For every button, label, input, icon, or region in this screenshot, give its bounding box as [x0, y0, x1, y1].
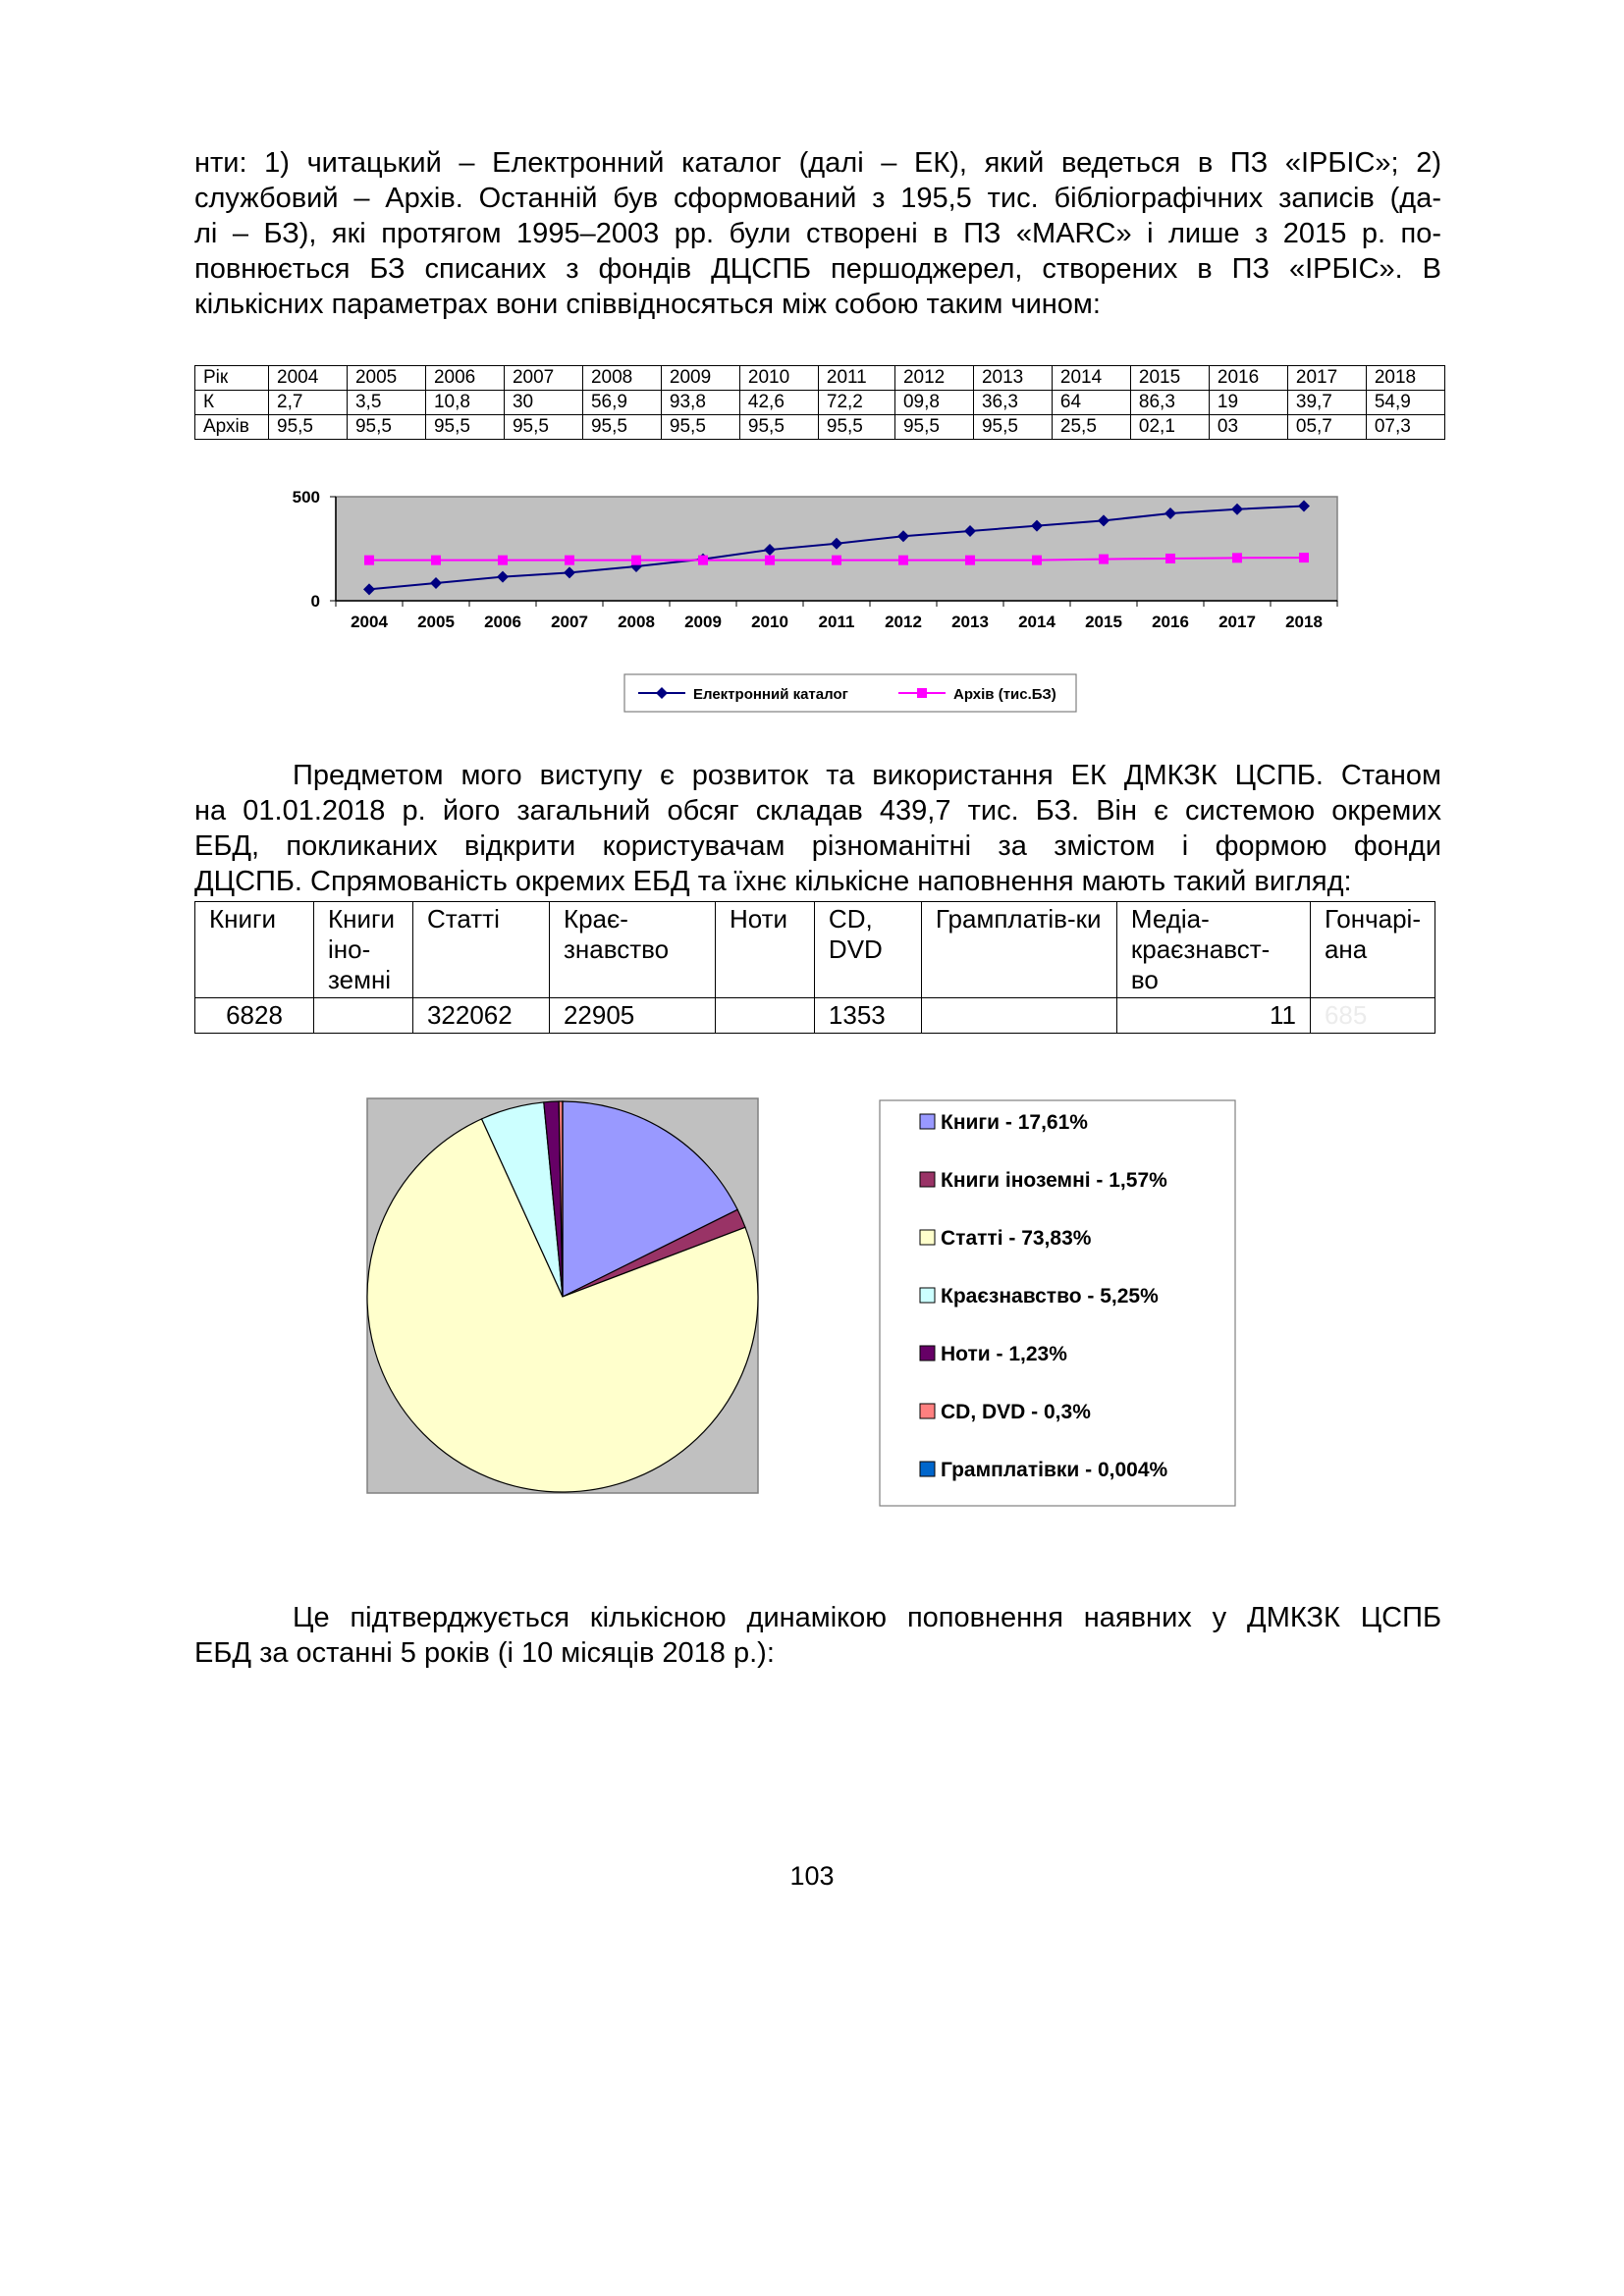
table-cell: 22905 — [549, 998, 715, 1034]
table-cell: 95,5 — [894, 415, 973, 440]
text-line: ЕБД за останні 5 років (і 10 місяців 2018 р.): — [194, 1637, 775, 1669]
text-line: службовий – Архів. Останній був сформований з 195,5 тис. бібліографічних записів (да- — [194, 183, 1441, 214]
table-cell: Медіа-краєзнавст-во — [1116, 902, 1310, 998]
table-cell: 86,3 — [1130, 391, 1209, 415]
table-cell: 25,5 — [1052, 415, 1130, 440]
x-tick-label: 2005 — [417, 613, 455, 631]
table-cell: 2018 — [1366, 366, 1444, 391]
table-cell: 95,5 — [347, 415, 425, 440]
table-cell: 02,1 — [1130, 415, 1209, 440]
table-cell: 95,5 — [504, 415, 582, 440]
data-point — [498, 556, 508, 565]
x-tick-label: 2011 — [818, 613, 855, 631]
data-point — [765, 556, 775, 565]
data-point — [1165, 554, 1175, 563]
table-cell: 95,5 — [582, 415, 661, 440]
text-line: на 01.01.2018 р. його загальний обсяг складав 439,7 тис. БЗ. Він є системою окремих — [194, 795, 1441, 827]
table-cell: 10,8 — [425, 391, 504, 415]
table-cell: 95,5 — [269, 415, 348, 440]
text-line: ЕБД, покликаних відкрити користувачам різноманітні за змістом і формою фонди — [194, 830, 1441, 862]
x-tick-label: 2013 — [951, 613, 989, 631]
table-cell: 2004 — [269, 366, 348, 391]
legend-swatch — [920, 1230, 935, 1245]
x-tick-label: 2016 — [1152, 613, 1189, 631]
table-cell: 95,5 — [739, 415, 818, 440]
table-cell: Грамплатів-ки — [921, 902, 1116, 998]
y-tick-label: 500 — [292, 488, 320, 507]
x-tick-label: 2017 — [1218, 613, 1256, 631]
table-cell: 2007 — [504, 366, 582, 391]
data-point — [832, 556, 841, 565]
table-cell: 1353 — [814, 998, 921, 1034]
x-tick-label: 2015 — [1085, 613, 1122, 631]
table-cell: 72,2 — [818, 391, 894, 415]
catalog-archive-table — [194, 365, 1445, 440]
legend-label: Статті - 73,83% — [941, 1227, 1092, 1250]
table-cell: К — [195, 391, 269, 415]
legend-swatch — [920, 1172, 935, 1187]
table-cell: 03 — [1209, 415, 1287, 440]
legend-label: Архів (тис.БЗ) — [953, 686, 1056, 703]
table-cell: 39,7 — [1287, 391, 1366, 415]
x-tick-label: 2009 — [684, 613, 722, 631]
data-point — [364, 556, 374, 565]
table-cell: 64 — [1052, 391, 1130, 415]
table-cell: Ноти — [715, 902, 814, 998]
table-cell: 2,7 — [269, 391, 348, 415]
table-cell: 30 — [504, 391, 582, 415]
table-row — [195, 391, 1445, 415]
pie-chart — [363, 1095, 1247, 1507]
x-tick-label: 2004 — [351, 613, 388, 631]
legend-label: Книги - 17,61% — [941, 1111, 1088, 1134]
table-header-row — [195, 902, 1435, 998]
table-cell: 42,6 — [739, 391, 818, 415]
paragraph-intro — [194, 145, 1441, 322]
x-tick-label: 2006 — [484, 613, 521, 631]
table-cell: 54,9 — [1366, 391, 1444, 415]
legend-label: Ноти - 1,23% — [941, 1343, 1067, 1365]
data-point — [898, 556, 908, 565]
table-cell: 56,9 — [582, 391, 661, 415]
table-cell: 95,5 — [661, 415, 739, 440]
table-cell: Архів — [195, 415, 269, 440]
table-cell — [313, 998, 412, 1034]
table-cell: 2011 — [818, 366, 894, 391]
legend-swatch — [920, 1404, 935, 1418]
legend-swatch — [920, 1346, 935, 1361]
table-cell: 2008 — [582, 366, 661, 391]
text-line: нти: 1) читацький – Електронний каталог (далі – ЕК), який ведеться в ПЗ «ІРБІС»; 2) — [194, 147, 1441, 179]
table-cell: 2017 — [1287, 366, 1366, 391]
table-cell: 322062 — [412, 998, 549, 1034]
table-cell: Гончарі-ана — [1310, 902, 1435, 998]
table-cell — [921, 998, 1116, 1034]
table-cell: 2016 — [1209, 366, 1287, 391]
table-cell: 2015 — [1130, 366, 1209, 391]
y-tick-label: 0 — [310, 592, 320, 611]
text-line: Це підтверджується кількісною динамікою поповнення наявних у ДМКЗК ЦСПБ — [293, 1602, 1441, 1633]
data-point — [565, 556, 574, 565]
table-cell: 685 — [1310, 998, 1435, 1034]
table-cell: Крає-знавство — [549, 902, 715, 998]
data-point — [1232, 553, 1242, 562]
table-cell: Рік — [195, 366, 269, 391]
legend-label: Електронний каталог — [693, 686, 848, 703]
table-cell: 3,5 — [347, 391, 425, 415]
table-cell — [715, 998, 814, 1034]
paragraph-conclusion — [194, 1600, 1441, 1671]
table-cell: 2006 — [425, 366, 504, 391]
legend-marker — [917, 688, 927, 698]
table-cell: 6828 — [195, 998, 314, 1034]
table-cell: 93,8 — [661, 391, 739, 415]
data-point — [965, 556, 975, 565]
legend-label: Краєзнавство - 5,25% — [941, 1285, 1159, 1308]
x-tick-label: 2018 — [1285, 613, 1323, 631]
table-cell: 2013 — [973, 366, 1052, 391]
data-point — [1032, 556, 1042, 565]
legend-swatch — [920, 1114, 935, 1129]
text-line: повнюється БЗ списаних з фондів ДЦСПБ першоджерел, створених в ПЗ «ІРБІС». В — [194, 253, 1441, 285]
table-cell: 95,5 — [818, 415, 894, 440]
legend-swatch — [920, 1288, 935, 1303]
table-cell: 95,5 — [425, 415, 504, 440]
x-tick-label: 2007 — [551, 613, 588, 631]
table-cell: 07,3 — [1366, 415, 1444, 440]
x-tick-label: 2010 — [751, 613, 788, 631]
table-cell: 95,5 — [973, 415, 1052, 440]
line-chart — [275, 481, 1355, 726]
legend-label: Книги іноземні - 1,57% — [941, 1169, 1167, 1192]
text-line: Предметом мого виступу є розвиток та використання ЕК ДМКЗК ЦСПБ. Станом — [293, 760, 1441, 791]
table-cell: Книги — [195, 902, 314, 998]
table-cell: 11 — [1116, 998, 1310, 1034]
table-cell: 36,3 — [973, 391, 1052, 415]
table-cell: 09,8 — [894, 391, 973, 415]
table-row — [195, 998, 1435, 1034]
text-line: кількісних параметрах вони співвідносяться між собою таким чином: — [194, 289, 1101, 320]
x-tick-label: 2014 — [1018, 613, 1056, 631]
text-line: лі – БЗ), які протягом 1995–2003 рр. були створені в ПЗ «MARC» і лише з 2015 р. по- — [194, 218, 1441, 249]
table-cell: 2005 — [347, 366, 425, 391]
page-number: 103 — [789, 1861, 835, 1891]
legend-label: Грамплатівки - 0,004% — [941, 1459, 1168, 1481]
table-cell: Статті — [412, 902, 549, 998]
table-cell: 2010 — [739, 366, 818, 391]
table-cell: 05,7 — [1287, 415, 1366, 440]
table-header-row — [195, 366, 1445, 391]
table-cell: 2009 — [661, 366, 739, 391]
data-point — [698, 556, 708, 565]
databases-table — [194, 901, 1435, 1034]
table-cell: Книги іно-земні — [313, 902, 412, 998]
legend-swatch — [920, 1462, 935, 1476]
x-tick-label: 2008 — [618, 613, 655, 631]
data-point — [631, 556, 641, 565]
table-row — [195, 415, 1445, 440]
data-point — [1099, 555, 1109, 564]
table-cell: 19 — [1209, 391, 1287, 415]
data-point — [431, 556, 441, 565]
paragraph-subject — [194, 758, 1441, 899]
table-cell: 2012 — [894, 366, 973, 391]
table-cell: 2014 — [1052, 366, 1130, 391]
text-line: ДЦСПБ. Спрямованість окремих ЕБД та їхнє кількісне наповнення мають такий вигляд: — [194, 866, 1352, 897]
legend-label: CD, DVD - 0,3% — [941, 1401, 1091, 1423]
x-tick-label: 2012 — [885, 613, 922, 631]
table-cell: CD, DVD — [814, 902, 921, 998]
data-point — [1299, 553, 1309, 562]
